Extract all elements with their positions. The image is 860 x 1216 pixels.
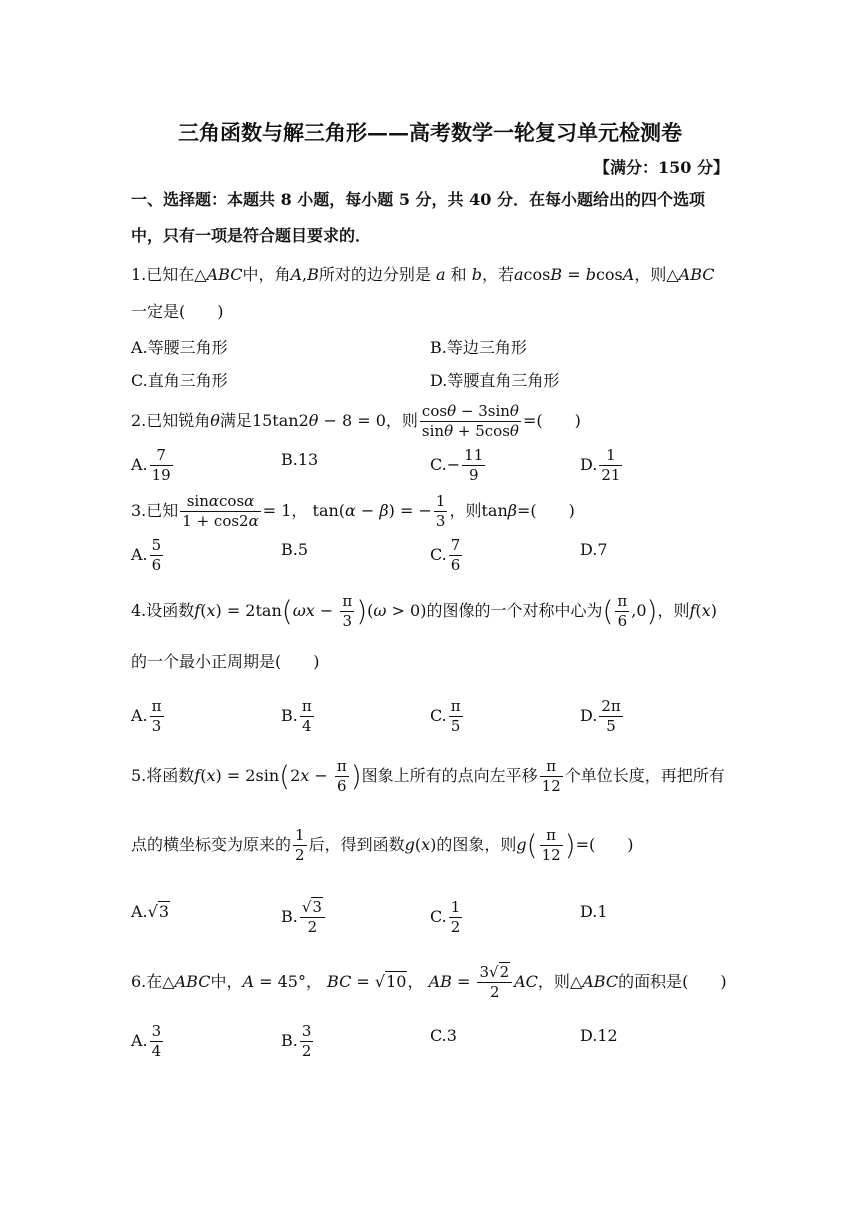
question-6-option-d: D.12 <box>580 1026 618 1045</box>
question-1-option-c: C.直角三角形 <box>131 371 228 390</box>
question-4-option-c: C. $\frac{\pi}{5}$ <box>430 697 461 735</box>
question-1-option-d: D.等腰直角三角形 <box>430 371 560 390</box>
question-1-stem-line-2: 一定是( ) <box>131 302 224 321</box>
question-6-stem: 6.在△ABC中，A = 45°， BC = √10， AB = $\frac{3√2}{2}$ AC，则△ABC的面积是( ) <box>131 963 727 1001</box>
question-5-stem-line-2: 点的横坐标变为原来的 $\frac{1}{2}$ 后，得到函数g(x)的图象，则g( $\frac{\pi}{12}$ )=( ) <box>131 826 634 864</box>
question-6-option-b: B. $\frac{3}{2}$ <box>281 1022 312 1060</box>
question-5-stem: 5.将函数f(x) = 2sin(2x − $\frac{\pi}{6}$ )图象上所有的点向左平移 $\frac{\pi}{12}$ 个单位长度，再把所有 <box>131 757 725 795</box>
question-1-stem: 1.已知在△ABC中，角A,B所对的边分别是 a 和 b，若acosB = bcosA，则△ABC <box>131 265 715 284</box>
question-2-stem: 2.已知锐角θ满足15tan2θ − 8 = 0，则 $\frac{\cos\theta - 3\sin\theta}{\sin\theta + 5\cos\theta}$ =( ) <box>131 402 581 440</box>
question-4-option-a: A. $\frac{\pi}{3}$ <box>131 697 162 735</box>
question-5-option-b: B. $\frac{√3}{2}$ <box>281 900 327 935</box>
question-3-option-d: D.7 <box>580 540 608 559</box>
full-score-label: 【满分：150 分】 <box>594 158 729 177</box>
question-4-stem-line-2: 的一个最小正周期是( ) <box>131 652 320 671</box>
question-3-option-a: A. $\frac{5}{6}$ <box>131 536 162 574</box>
question-1-option-a: A.等腰三角形 <box>131 338 228 357</box>
question-2-option-d: D. $\frac{1}{21}$ <box>580 446 621 484</box>
question-3-option-b: B.5 <box>281 540 309 559</box>
question-6-option-c: C.3 <box>430 1026 457 1045</box>
question-3-option-c: C. $\frac{7}{6}$ <box>430 536 461 574</box>
question-2-option-b: B.13 <box>281 450 319 469</box>
question-4-stem: 4.设函数f(x) = 2tan(ωx − $\frac{\pi}{3}$ )(ω > 0)的图像的一个对称中心为( $\frac{\pi}{6}$ ,0)，则f(x) <box>131 592 717 630</box>
question-4-option-b: B. $\frac{\pi}{4}$ <box>281 697 312 735</box>
question-4-option-d: D. $\frac{2\pi}{5}$ <box>580 697 621 735</box>
question-5-option-d: D.1 <box>580 902 608 921</box>
question-5-option-a: A.√3 <box>131 902 170 921</box>
question-3-stem: 3.已知 $\frac{\sin\alpha\cos\alpha}{1 + \cos 2\alpha}$ = 1， tan(α − β) = − $\frac{1}{3}$ ，则tanβ=( ) <box>131 492 575 530</box>
question-5-option-c: C. $\frac{1}{2}$ <box>430 898 461 936</box>
question-2-option-c: C.− $\frac{11}{9}$ <box>430 446 484 484</box>
page-title: 三角函数与解三角形——高考数学一轮复习单元检测卷 <box>178 120 682 145</box>
section-heading-line-1: 一、选择题：本题共 8 小题，每小题 5 分，共 40 分．在每小题给出的四个选项 <box>131 190 705 209</box>
question-6-option-a: A. $\frac{3}{4}$ <box>131 1022 162 1060</box>
question-2-option-a: A. $\frac{7}{19}$ <box>131 446 171 484</box>
section-heading-line-2: 中，只有一项是符合题目要求的． <box>131 226 372 245</box>
question-1-option-b: B.等边三角形 <box>430 338 527 357</box>
